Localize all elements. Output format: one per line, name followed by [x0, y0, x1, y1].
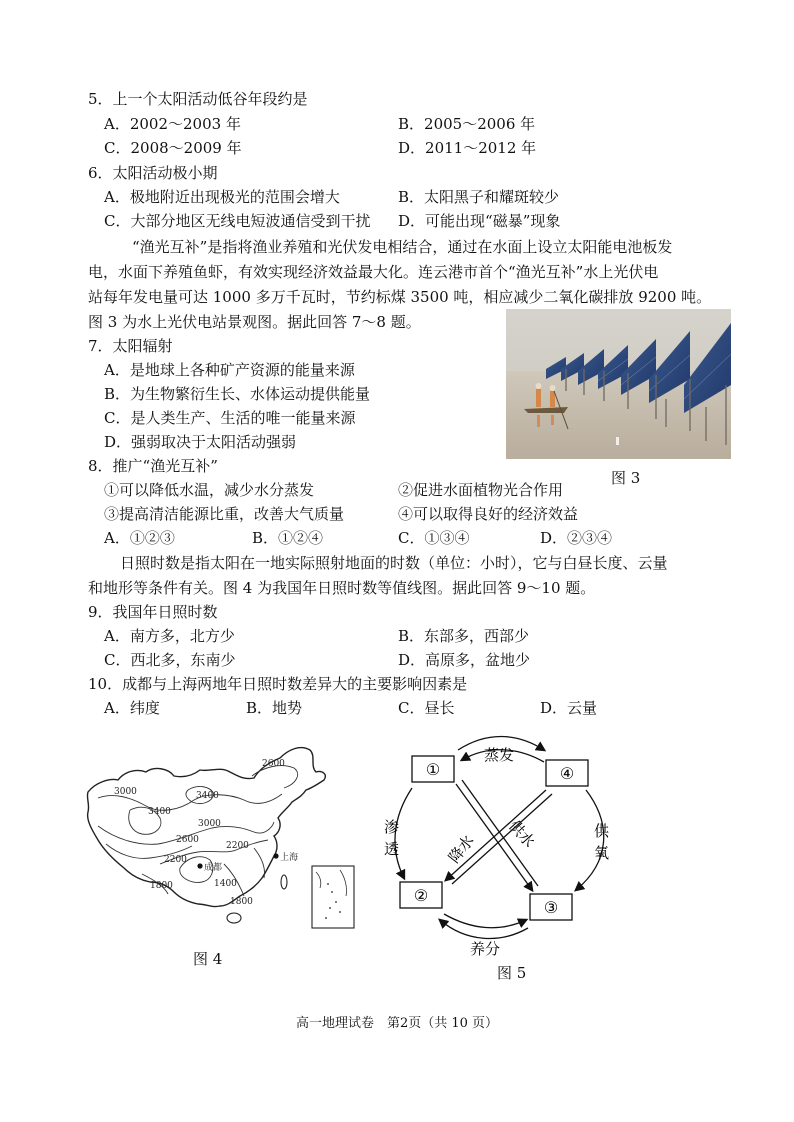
label-2200-west: 2200 — [164, 855, 187, 865]
hainan-island — [227, 913, 241, 923]
intro1-line1: “渔光互补”是指将渔业养殖和光伏发电相结合，通过在水面上设立太阳能电池板发 — [132, 238, 673, 256]
q8-option-b: B．①②④ — [252, 529, 324, 547]
q8-statement-2: ②促进水面植物光合作用 — [398, 481, 564, 499]
q5-option-d: D．2011～2012 年 — [398, 139, 537, 157]
q7-stem: 7．太阳辐射 — [88, 337, 173, 355]
label-shanghai: 上海 — [280, 853, 299, 863]
q9-option-c: C．西北多，东南少 — [104, 651, 236, 669]
q6-option-a: A．极地附近出现极光的范围会增大 — [104, 188, 340, 206]
q6-option-b: B．太阳黑子和耀斑较少 — [398, 188, 560, 206]
figure3-caption: 图 3 — [611, 469, 641, 487]
label-3400-north: 3400 — [196, 791, 219, 801]
q10-stem: 10．成都与上海两地年日照时数差异大的主要影响因素是 — [88, 675, 468, 693]
page-footer: 高一地理试卷 第2页（共 10 页） — [295, 1016, 499, 1031]
q6-stem: 6．太阳活动极小期 — [88, 164, 218, 182]
q8-stem: 8．推广“渔光互补” — [88, 457, 218, 475]
label-2600-north: 2600 — [262, 759, 285, 769]
label-3000-central: 3000 — [198, 819, 221, 829]
taiwan-island — [281, 875, 287, 889]
q10-option-b: B．地势 — [246, 699, 303, 717]
q8-option-d: D．②③④ — [540, 529, 613, 547]
q7-option-d: D．强弱取决于太阳活动强弱 — [104, 433, 297, 451]
q10-option-a: A．纬度 — [104, 699, 160, 717]
q6-option-c: C．大部分地区无线电短波通信受到干扰 — [104, 212, 371, 230]
box-2-label: ② — [413, 886, 429, 905]
label-evaporation: 蒸发 — [484, 746, 515, 764]
intro2-line1: 日照时数是指太阳在一地实际照射地面的时数（单位：小时），它与白昼长度、云量 — [120, 554, 668, 572]
arrow-4-to-3 — [576, 790, 604, 890]
label-yang: 氧 — [594, 844, 610, 862]
q5-option-c: C．2008～2009 年 — [104, 139, 242, 157]
intro2-line2: 和地形等条件有关。图 4 为我国年日照时数等值线图。据此回答 9～10 题。 — [88, 579, 596, 597]
q8-option-a: A．①②③ — [104, 529, 175, 547]
q8-statement-3: ③提高清洁能源比重，改善大气质量 — [104, 505, 345, 523]
chengdu-marker — [197, 863, 202, 868]
label-1400: 1400 — [214, 879, 237, 889]
q6-option-d: D．可能出现“磁暴”现象 — [398, 212, 561, 230]
label-3400-west: 3400 — [148, 807, 171, 817]
figure5-diagram — [386, 730, 626, 968]
figure5-caption: 图 5 — [497, 964, 527, 982]
arrow-3-to-2 — [440, 920, 528, 938]
q7-option-a: A．是地球上各种矿产资源的能量来源 — [104, 361, 355, 379]
q9-option-a: A．南方多，北方少 — [104, 627, 235, 645]
q10-option-d: D．云量 — [540, 699, 598, 717]
box-4-label: ④ — [559, 764, 575, 783]
intro1-line4: 图 3 为水上光伏电站景观图。据此回答 7～8 题。 — [88, 313, 421, 331]
q9-stem: 9．我国年日照时数 — [88, 603, 218, 621]
q8-statement-1: ①可以降低水温，减少水分蒸发 — [104, 481, 315, 499]
label-shen: 渗 — [384, 818, 400, 836]
label-2600-central: 2600 — [176, 835, 199, 845]
label-chengdu: 成都 — [204, 863, 223, 873]
figure4-map — [84, 736, 364, 941]
label-1800-west: 1800 — [150, 881, 173, 891]
label-2200-central: 2200 — [226, 841, 249, 851]
q5-stem: 5．上一个太阳活动低谷年段约是 — [88, 90, 308, 108]
q9-option-d: D．高原多，盆地少 — [398, 651, 531, 669]
cycle-diagram — [386, 730, 626, 968]
q7-option-c: C．是人类生产、生活的唯一能量来源 — [104, 409, 356, 427]
q8-option-c: C．①③④ — [398, 529, 470, 547]
q7-option-b: B．为生物繁衍生长、水体运动提供能量 — [104, 385, 371, 403]
solar-farm-illustration — [506, 309, 731, 459]
q10-option-c: C．昼长 — [398, 699, 455, 717]
label-nutrients: 养分 — [470, 940, 501, 958]
q8-statement-4: ④可以取得良好的经济效益 — [398, 505, 579, 523]
box-3-label: ③ — [543, 898, 559, 917]
q9-option-b: B．东部多，西部少 — [398, 627, 530, 645]
box-1-label: ① — [425, 760, 441, 779]
label-3000-north: 3000 — [114, 787, 137, 797]
label-tou: 透 — [384, 840, 400, 858]
intro1-line3: 站每年发电量可达 1000 多万千瓦时，节约标煤 3500 吨，相应减少二氧化碳排放 9200 吨。 — [88, 288, 712, 306]
isoline-2200-east — [254, 848, 265, 878]
arrow-2-to-3 — [444, 914, 526, 928]
intro1-line2: 电，水面下养殖鱼虾，有效实现经济效益最大化。连云港市首个“渔光互补”水上光伏电 — [88, 263, 659, 281]
label-gong: 供 — [594, 822, 610, 840]
q5-option-b: B．2005～2006 年 — [398, 115, 536, 133]
china-sunshine-map — [84, 736, 364, 941]
label-water-supply: 供水 — [505, 816, 539, 851]
shanghai-marker — [273, 853, 278, 858]
q5-option-a: A．2002～2003 年 — [104, 115, 241, 133]
label-precipitation: 降水 — [444, 831, 478, 867]
figure3-photo — [506, 309, 731, 459]
figure4-caption: 图 4 — [193, 950, 223, 968]
label-1800-south: 1800 — [230, 897, 253, 907]
